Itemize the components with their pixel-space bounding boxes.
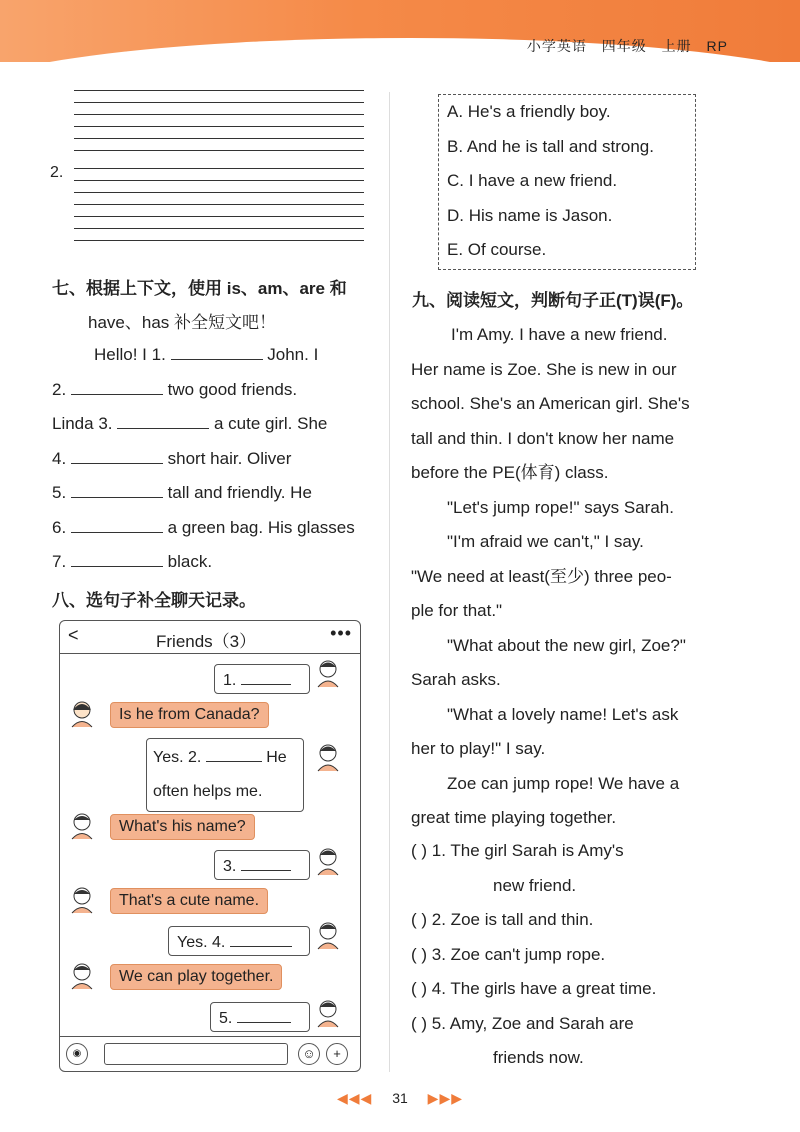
subject: 小学英语 xyxy=(526,38,587,54)
part7-passage: Hello! I 1. John. I 2. two good friends. Linda 3. a cute girl. She 4. short hair. Oliver 5. tall and friendly. He 6. a green bag. His glasses 7. black. xyxy=(52,345,355,571)
girl-avatar-icon xyxy=(314,846,342,876)
page-number: 31 xyxy=(392,1090,408,1106)
part9-passage: I'm Amy. I have a new friend. Her name is Zoe. She is new in our school. She's an American girl. She's tall and thin. I don't know her name before the PE(体育) class. "Let's jump rope!" says Sarah. "I'm afraid we can't," I say. "We need at least(至少) three peo- ple for that." "What about the new girl, Zoe?" Sarah asks. "What a lovely name! Let's ask her to play!" I say. Zoe can jump rope! We have a great time playing together. xyxy=(411,325,690,827)
amy-avatar-icon xyxy=(68,698,96,728)
girl-avatar-icon xyxy=(314,998,342,1028)
blank-7[interactable] xyxy=(71,550,163,567)
page-footer xyxy=(0,1090,800,1107)
chat-message-5: 3. xyxy=(214,850,310,880)
chat-input[interactable] xyxy=(104,1043,288,1065)
chat-message-6: That's a cute name. xyxy=(110,888,268,914)
tf-question-5: ( ) 5. Amy, Zoe and Sarah are xyxy=(411,1013,634,1033)
boy-avatar-icon xyxy=(68,810,96,840)
part9-title: 九、阅读短文，判断句子正(T)误(F)。 xyxy=(412,291,694,310)
chat-message-9: 5. xyxy=(210,1002,310,1032)
answer-paren-5[interactable]: ( ) xyxy=(411,1013,428,1033)
chat-message-2: Is he from Canada? xyxy=(110,702,269,728)
plus-icon[interactable]: + xyxy=(326,1043,348,1065)
options-box xyxy=(438,94,696,270)
volume: 上册 xyxy=(661,38,692,54)
part7-title: 七、根据上下文，使用 is、am、are 和 xyxy=(52,279,347,298)
girl-avatar-icon xyxy=(314,742,342,772)
blank-1[interactable] xyxy=(171,343,263,360)
chat-input-bar xyxy=(60,1036,360,1071)
option-a: A. He's a friendly boy. xyxy=(447,102,611,121)
blank-4[interactable] xyxy=(71,447,163,464)
tf-question-2: ( ) 2. Zoe is tall and thin. xyxy=(411,910,594,929)
prev-arrows-icon: ◀◀◀ xyxy=(337,1090,373,1106)
chat-window xyxy=(59,620,361,1072)
back-icon[interactable]: < xyxy=(68,625,79,645)
part7-title-cont: have、has 补全短文吧！ xyxy=(88,313,276,332)
chat-header xyxy=(60,621,360,654)
option-b: B. And he is tall and strong. xyxy=(447,136,654,156)
more-icon[interactable]: ••• xyxy=(330,623,352,643)
chat-message-7: Yes. 4. xyxy=(168,926,310,956)
answer-paren-4[interactable]: ( ) xyxy=(411,979,428,998)
grade: 四年级 xyxy=(601,38,647,54)
boy-avatar-icon xyxy=(68,960,96,990)
emoji-icon[interactable]: ☺ xyxy=(298,1043,320,1065)
option-c: C. I have a new friend. xyxy=(447,171,618,190)
answer-paren-3[interactable]: ( ) xyxy=(411,944,428,964)
voice-icon[interactable]: ◉ xyxy=(66,1043,88,1065)
edition: RP xyxy=(706,38,728,54)
chat-title: Friends（3） xyxy=(156,632,257,651)
option-d: D. His name is Jason. xyxy=(447,205,613,225)
answer-paren-2[interactable]: ( ) xyxy=(411,910,428,929)
chat-message-1: 1. xyxy=(214,664,310,694)
tf-question-1: ( ) 1. The girl Sarah is Amy's xyxy=(411,841,624,860)
tf-question-3: ( ) 3. Zoe can't jump rope. xyxy=(411,944,606,964)
part9-questions: ( ) 1. The girl Sarah is Amy's new friend. ( ) 2. Zoe is tall and thin. ( ) 3. Zoe can't jump rope. ( ) 4. The girls have a great time. ( ) 5. Amy, Zoe and Sarah are friends now. xyxy=(411,834,729,1076)
tf-question-4: ( ) 4. The girls have a great time. xyxy=(411,979,657,998)
option-e: E. Of course. xyxy=(447,240,547,259)
next-arrows-icon: ▶▶▶ xyxy=(427,1090,463,1106)
blank-3[interactable] xyxy=(117,412,209,429)
writing-lines-2[interactable] xyxy=(74,168,364,252)
blank-5[interactable] xyxy=(71,481,163,498)
blank-2[interactable] xyxy=(71,378,163,395)
chat-message-8: We can play together. xyxy=(110,964,282,990)
blank-6[interactable] xyxy=(71,516,163,533)
header-info xyxy=(517,36,728,56)
writing-lines-1[interactable] xyxy=(74,90,364,162)
chat-message-3: Yes. 2. He often helps me. xyxy=(146,738,304,812)
part8-title: 八、选句子补全聊天记录。 xyxy=(52,591,256,610)
answer-paren-1[interactable]: ( ) xyxy=(411,841,428,860)
question-2-number: 2. xyxy=(50,164,64,181)
chat-messages xyxy=(60,654,360,1034)
girl-avatar-icon xyxy=(314,658,342,688)
boy-avatar-icon xyxy=(68,884,96,914)
girl-avatar-icon xyxy=(314,920,342,950)
chat-message-4: What's his name? xyxy=(110,814,255,840)
column-divider xyxy=(389,92,390,1072)
